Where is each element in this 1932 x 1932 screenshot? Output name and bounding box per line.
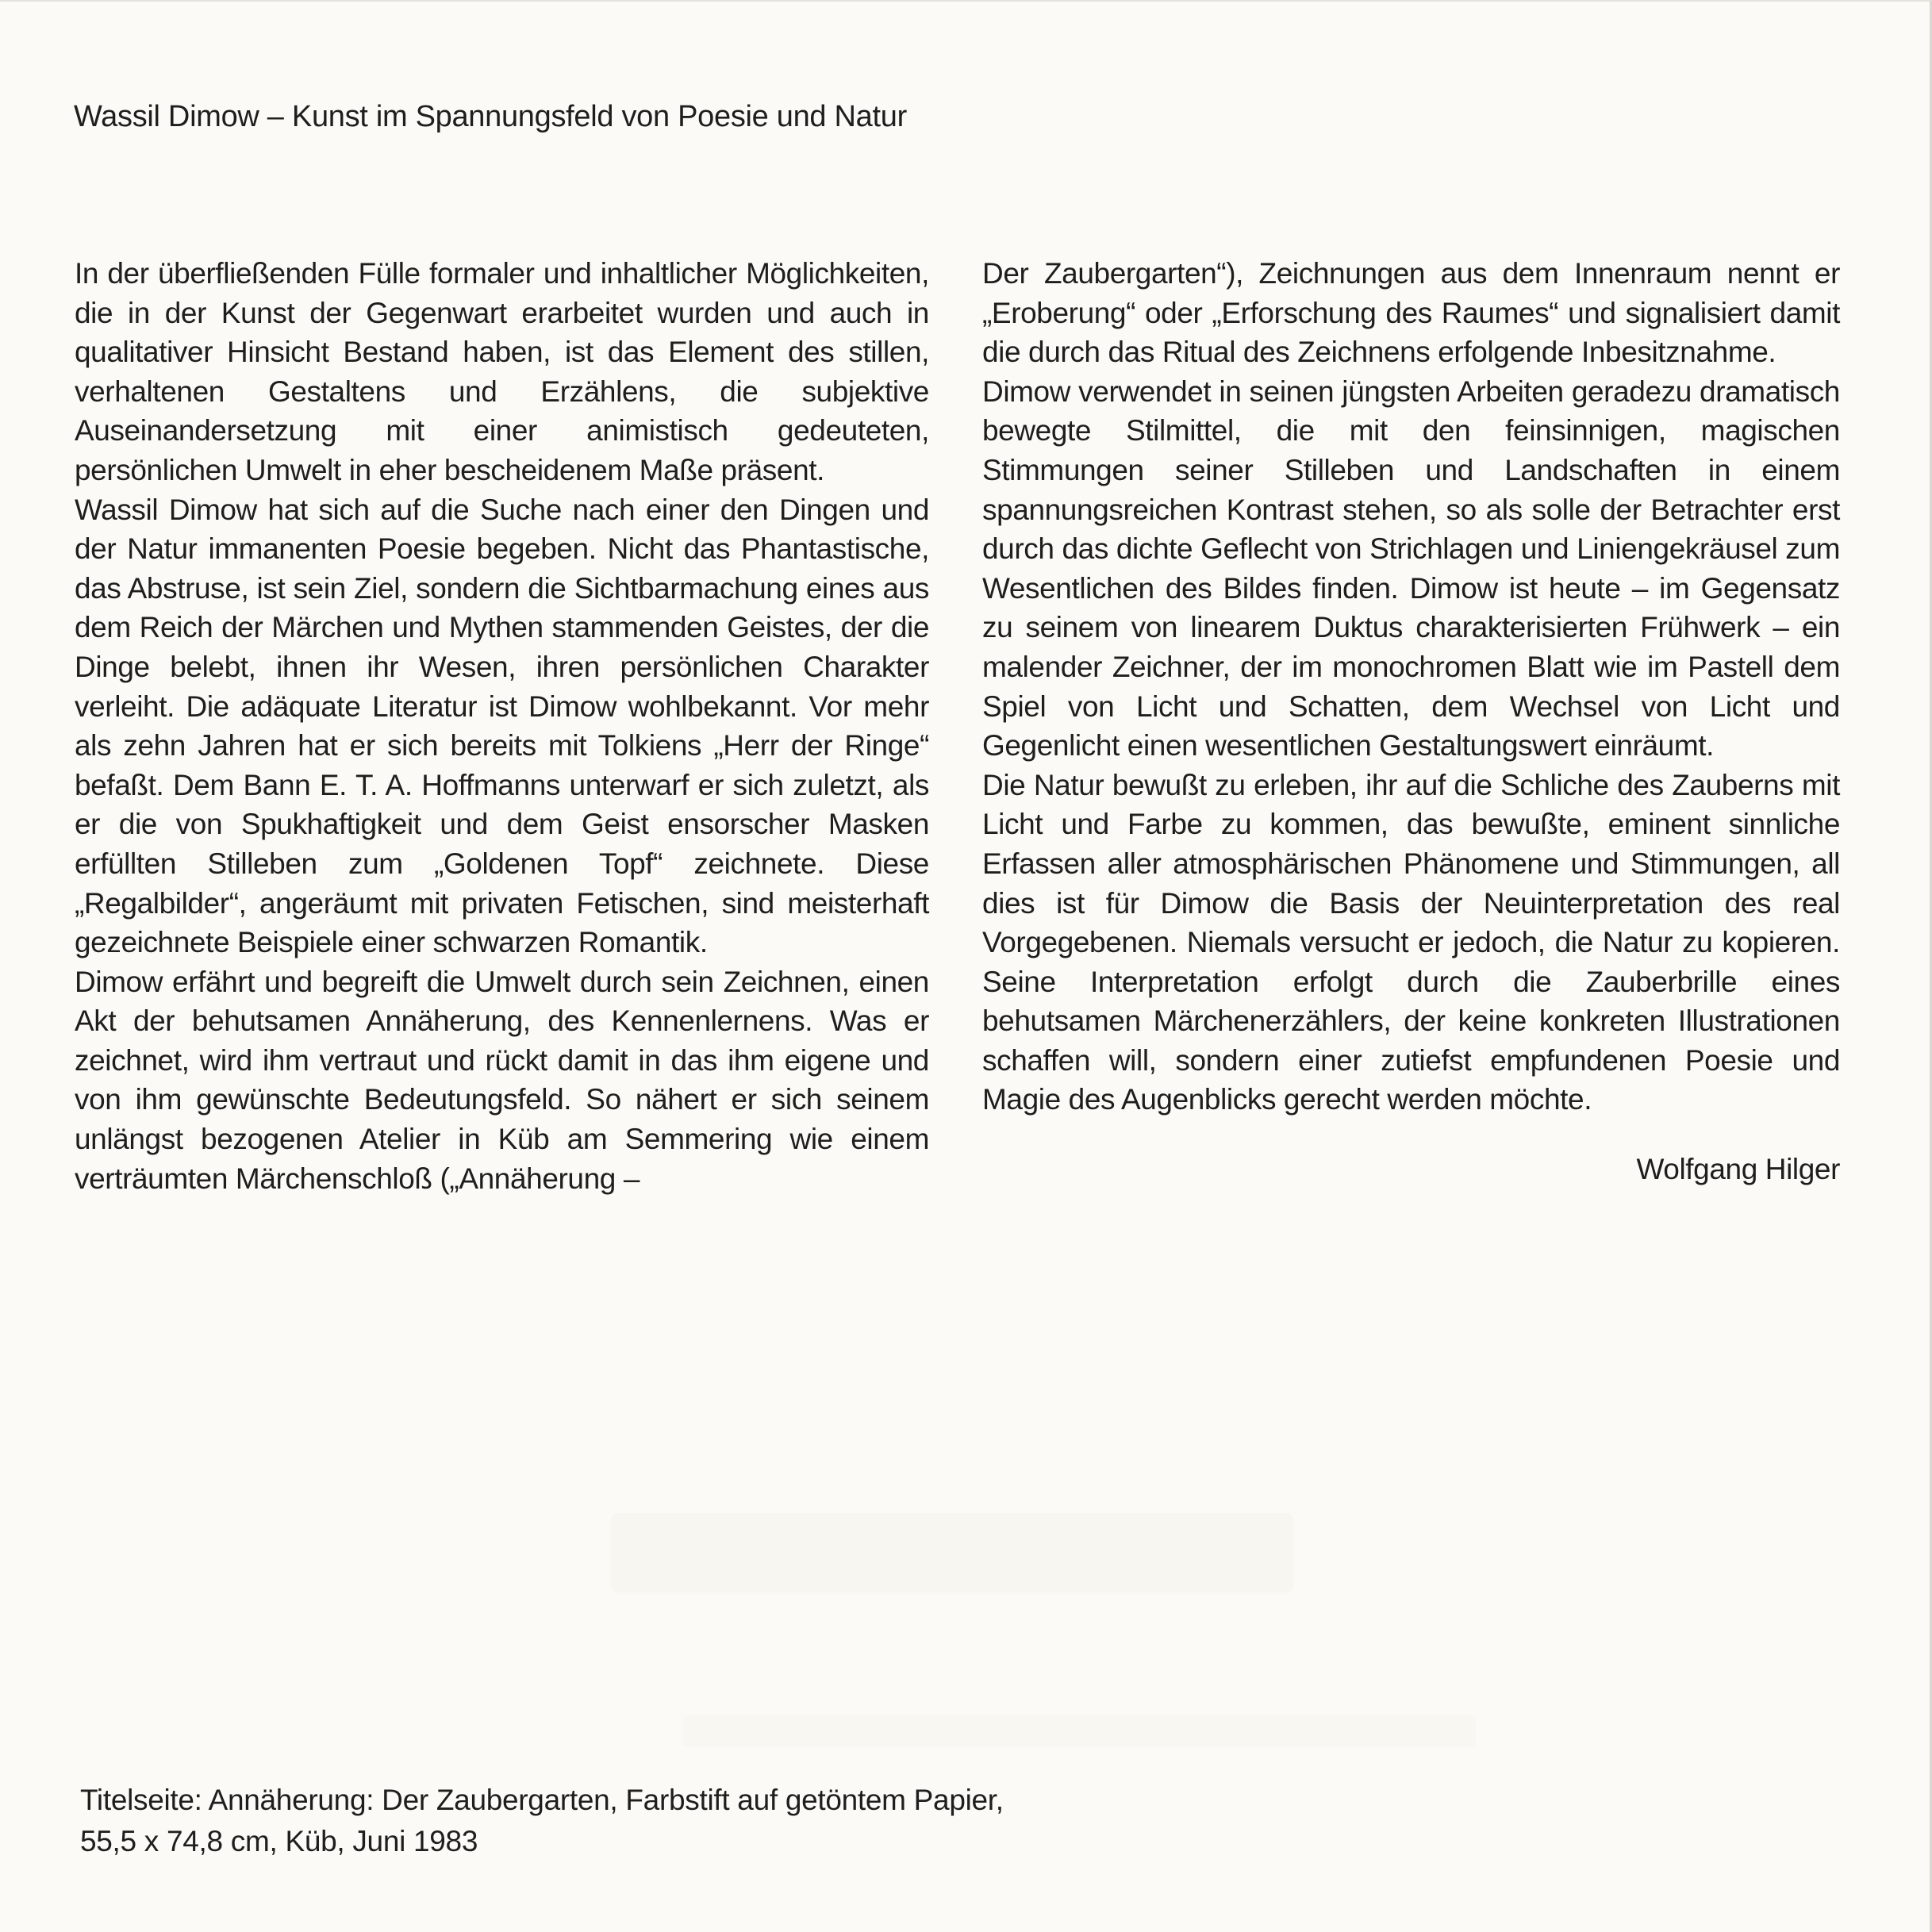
- paragraph-intro: In der überfließenden Fülle formaler und inhaltlicher Möglichkeiten, die in der Kunst der Gegenwart erarbeitet wurden und auch in qualitativer Hinsicht Bestand haben, ist das Element des stillen, verhaltenen Gestaltens und Erzählens, die subjektive Auseinandersetzung mit einer animistisch gedeuteten, persönlichen Umwelt in eher bescheidenem Maße präsent.: [75, 257, 929, 486]
- paragraph-poetry: Wassil Dimow hat sich auf die Suche nach einer den Dingen und der Natur immanenten Poesie begeben. Nicht das Phantastische, das Abstruse, ist sein Ziel, sondern die Sichtbarmachung eines aus dem Reich der Märchen und Mythen stammenden Geistes, der die Dinge belebt, ihnen ihr Wesen, ihren persönlichen Charakter verleiht. Die adäquate Literatur ist Dimow wohlbekannt. Vor mehr als zehn Jahren hat er sich bereits mit Tolkiens „Herr der Ringe“ befaßt. Dem Bann E. T. A. Hoffmanns unterwarf er sich zuletzt, als er die von Spukhaftigkeit und dem Geist ensorscher Masken erfüllten Stilleben zum „Goldenen Topf“ zeichnete. Diese „Regalbilder“, angeräumt mit privaten Fetischen, sind meisterhaft gezeichnete Beispiele einer schwarzen Romantik.: [75, 493, 929, 959]
- caption-line-2: 55,5 x 74,8 cm, Küb, Juni 1983: [80, 1825, 478, 1857]
- paragraph-nature: Die Natur bewußt zu erleben, ihr auf die Schliche des Zauberns mit Licht und Farbe zu kommen, das bewußte, eminent sinnliche Erfassen aller atmosphärischen Phänomene und Stimmungen, all dies ist für Dimow die Basis der Neuinterpretation des real Vorgegebenen. Niemals versucht er jedoch, die Natur zu kopieren. Seine Interpretation erfolgt durch die Zauberbrille eines behutsamen Märchenerzählers, der keine konkreten Illustrationen schaffen will, sondern einer zutiefst empfundenen Poesie und Magie des Augenblicks gerecht werden möchte.: [982, 768, 1840, 1116]
- paragraph-continuation: Der Zaubergarten“), Zeichnungen aus dem Innenraum nennt er „Eroberung“ oder „Erforschung des Raumes“ und signalisiert damit die durch das Ritual des Zeichnens erfolgende Inbesitznahme.: [982, 257, 1840, 369]
- show-through-shadow-lower: [682, 1715, 1476, 1747]
- article-title: Wassil Dimow – Kunst im Spannungsfeld von Poesie und Natur: [74, 100, 907, 133]
- paragraph-drawing: Dimow erfährt und begreift die Umwelt durch sein Zeichnen, einen Akt der behutsamen Annäherung, des Kennenlernens. Was er zeichnet, wird ihm vertraut und rückt damit in das ihm eigene und von ihm gewünschte Bedeutungsfeld. So nähert er sich seinem unlängst bezogenen Atelier in Küb am Semmering wie einem verträumten Märchenschloß („Annäherung –: [75, 965, 929, 1195]
- caption-line-1: Titelseite: Annäherung: Der Zaubergarten, Farbstift auf getöntem Papier,: [80, 1784, 1004, 1816]
- paragraph-stylistic-means: Dimow verwendet in seinen jüngsten Arbeiten geradezu dramatisch bewegte Stilmittel, die mit den feinsinnigen, magischen Stimmungen seiner Stilleben und Landschaften in einem spannungsreichen Kontrast stehen, so als solle der Betrachter erst durch das dichte Geflecht von Strichlagen und Liniengekräusel zum Wesentlichen des Bildes finden. Dimow ist heute – im Gegensatz zu seinem von linearem Duktus charakterisierten Frühwerk – ein malender Zeichner, der im monochromen Blatt wie im Pastell dem Spiel von Licht und Schatten, dem Wechsel von Licht und Gegenlicht einen wesentlichen Gestaltungswert einräumt.: [982, 374, 1840, 762]
- left-text-column: [75, 254, 929, 1198]
- show-through-shadow: [611, 1513, 1293, 1592]
- author-signature: Wolfgang Hilger: [1636, 1153, 1840, 1186]
- cover-caption: [80, 1780, 1270, 1862]
- right-text-column: [982, 254, 1840, 1189]
